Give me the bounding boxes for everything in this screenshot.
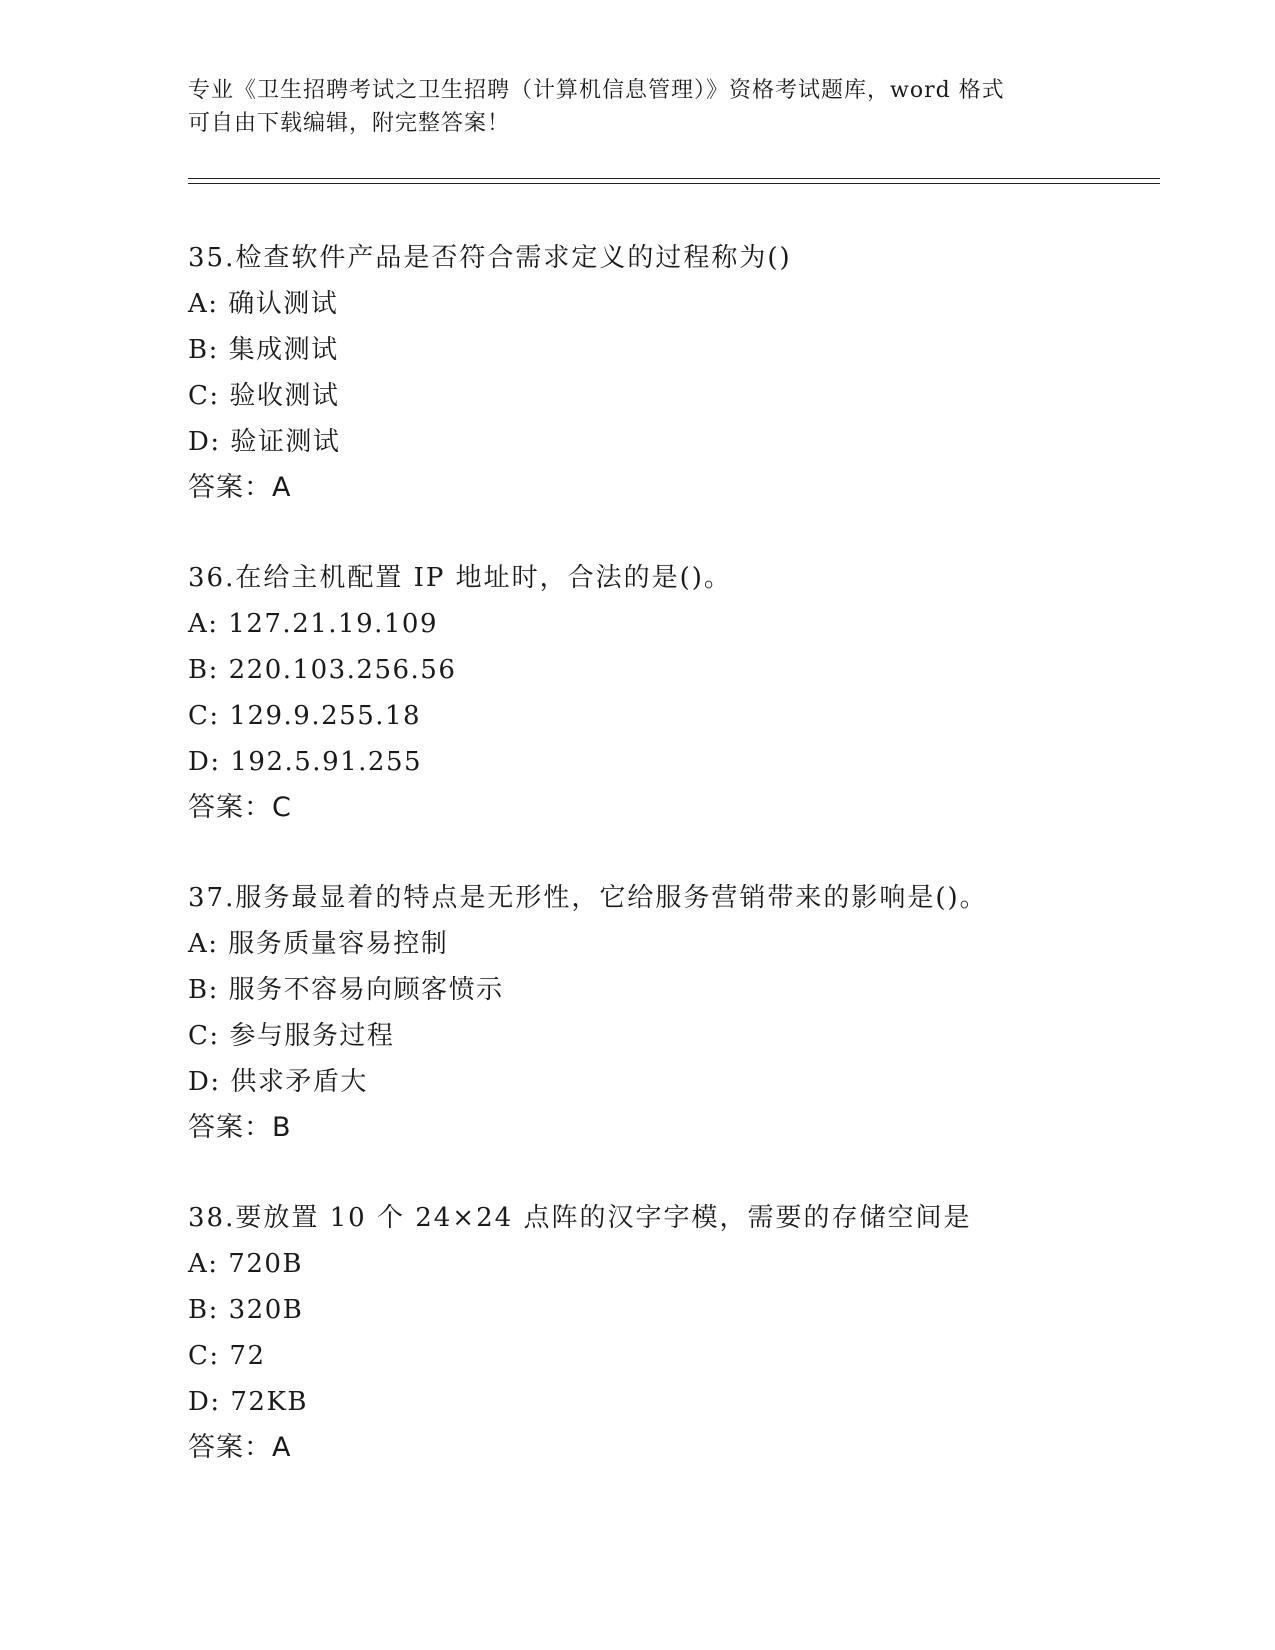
header-divider-bottom [188, 183, 1160, 184]
option-d: D: 72KB [188, 1387, 308, 1417]
answer-line: 答案：A [188, 1432, 292, 1463]
option-c: C: 129.9.255.18 [188, 701, 422, 731]
question-stem: 37.服务最显着的特点是无形性，它给服务营销带来的影响是()。 [188, 883, 988, 913]
question-stem: 38.要放置 10 个 24×24 点阵的汉字字模，需要的存储空间是 [188, 1203, 972, 1233]
question-36 [188, 555, 1188, 831]
option-d: D: 供求矛盾大 [188, 1067, 368, 1097]
question-stem: 35.检查软件产品是否符合需求定义的过程称为() [188, 243, 792, 273]
option-b: B: 320B [188, 1295, 304, 1325]
document-header [188, 74, 1088, 140]
option-b: B: 220.103.256.56 [188, 655, 457, 685]
answer-line: 答案：A [188, 472, 292, 503]
option-d: D: 192.5.91.255 [188, 747, 423, 777]
option-a: A: 720B [188, 1249, 304, 1279]
option-c: C: 72 [188, 1341, 266, 1371]
header-line-2: 可自由下载编辑，附完整答案！ [188, 111, 511, 136]
header-divider-top [188, 178, 1160, 179]
option-b: B: 集成测试 [188, 335, 339, 365]
answer-line: 答案：B [188, 1112, 292, 1143]
option-a: A: 确认测试 [188, 289, 339, 319]
question-35 [188, 235, 1188, 511]
option-a: A: 127.21.19.109 [188, 609, 439, 639]
option-c: C: 验收测试 [188, 381, 340, 411]
answer-line: 答案：C [188, 792, 292, 823]
question-list [188, 235, 1188, 1515]
header-line-1: 专业《卫生招聘考试之卫生招聘（计算机信息管理）》资格考试题库，word 格式 [188, 78, 1005, 103]
option-d: D: 验证测试 [188, 427, 341, 457]
question-stem: 36.在给主机配置 IP 地址时，合法的是()。 [188, 563, 732, 593]
question-37 [188, 875, 1188, 1151]
option-a: A: 服务质量容易控制 [188, 929, 449, 959]
option-c: C: 参与服务过程 [188, 1021, 395, 1051]
option-b: B: 服务不容易向顾客愤示 [188, 975, 504, 1005]
question-38 [188, 1195, 1188, 1471]
